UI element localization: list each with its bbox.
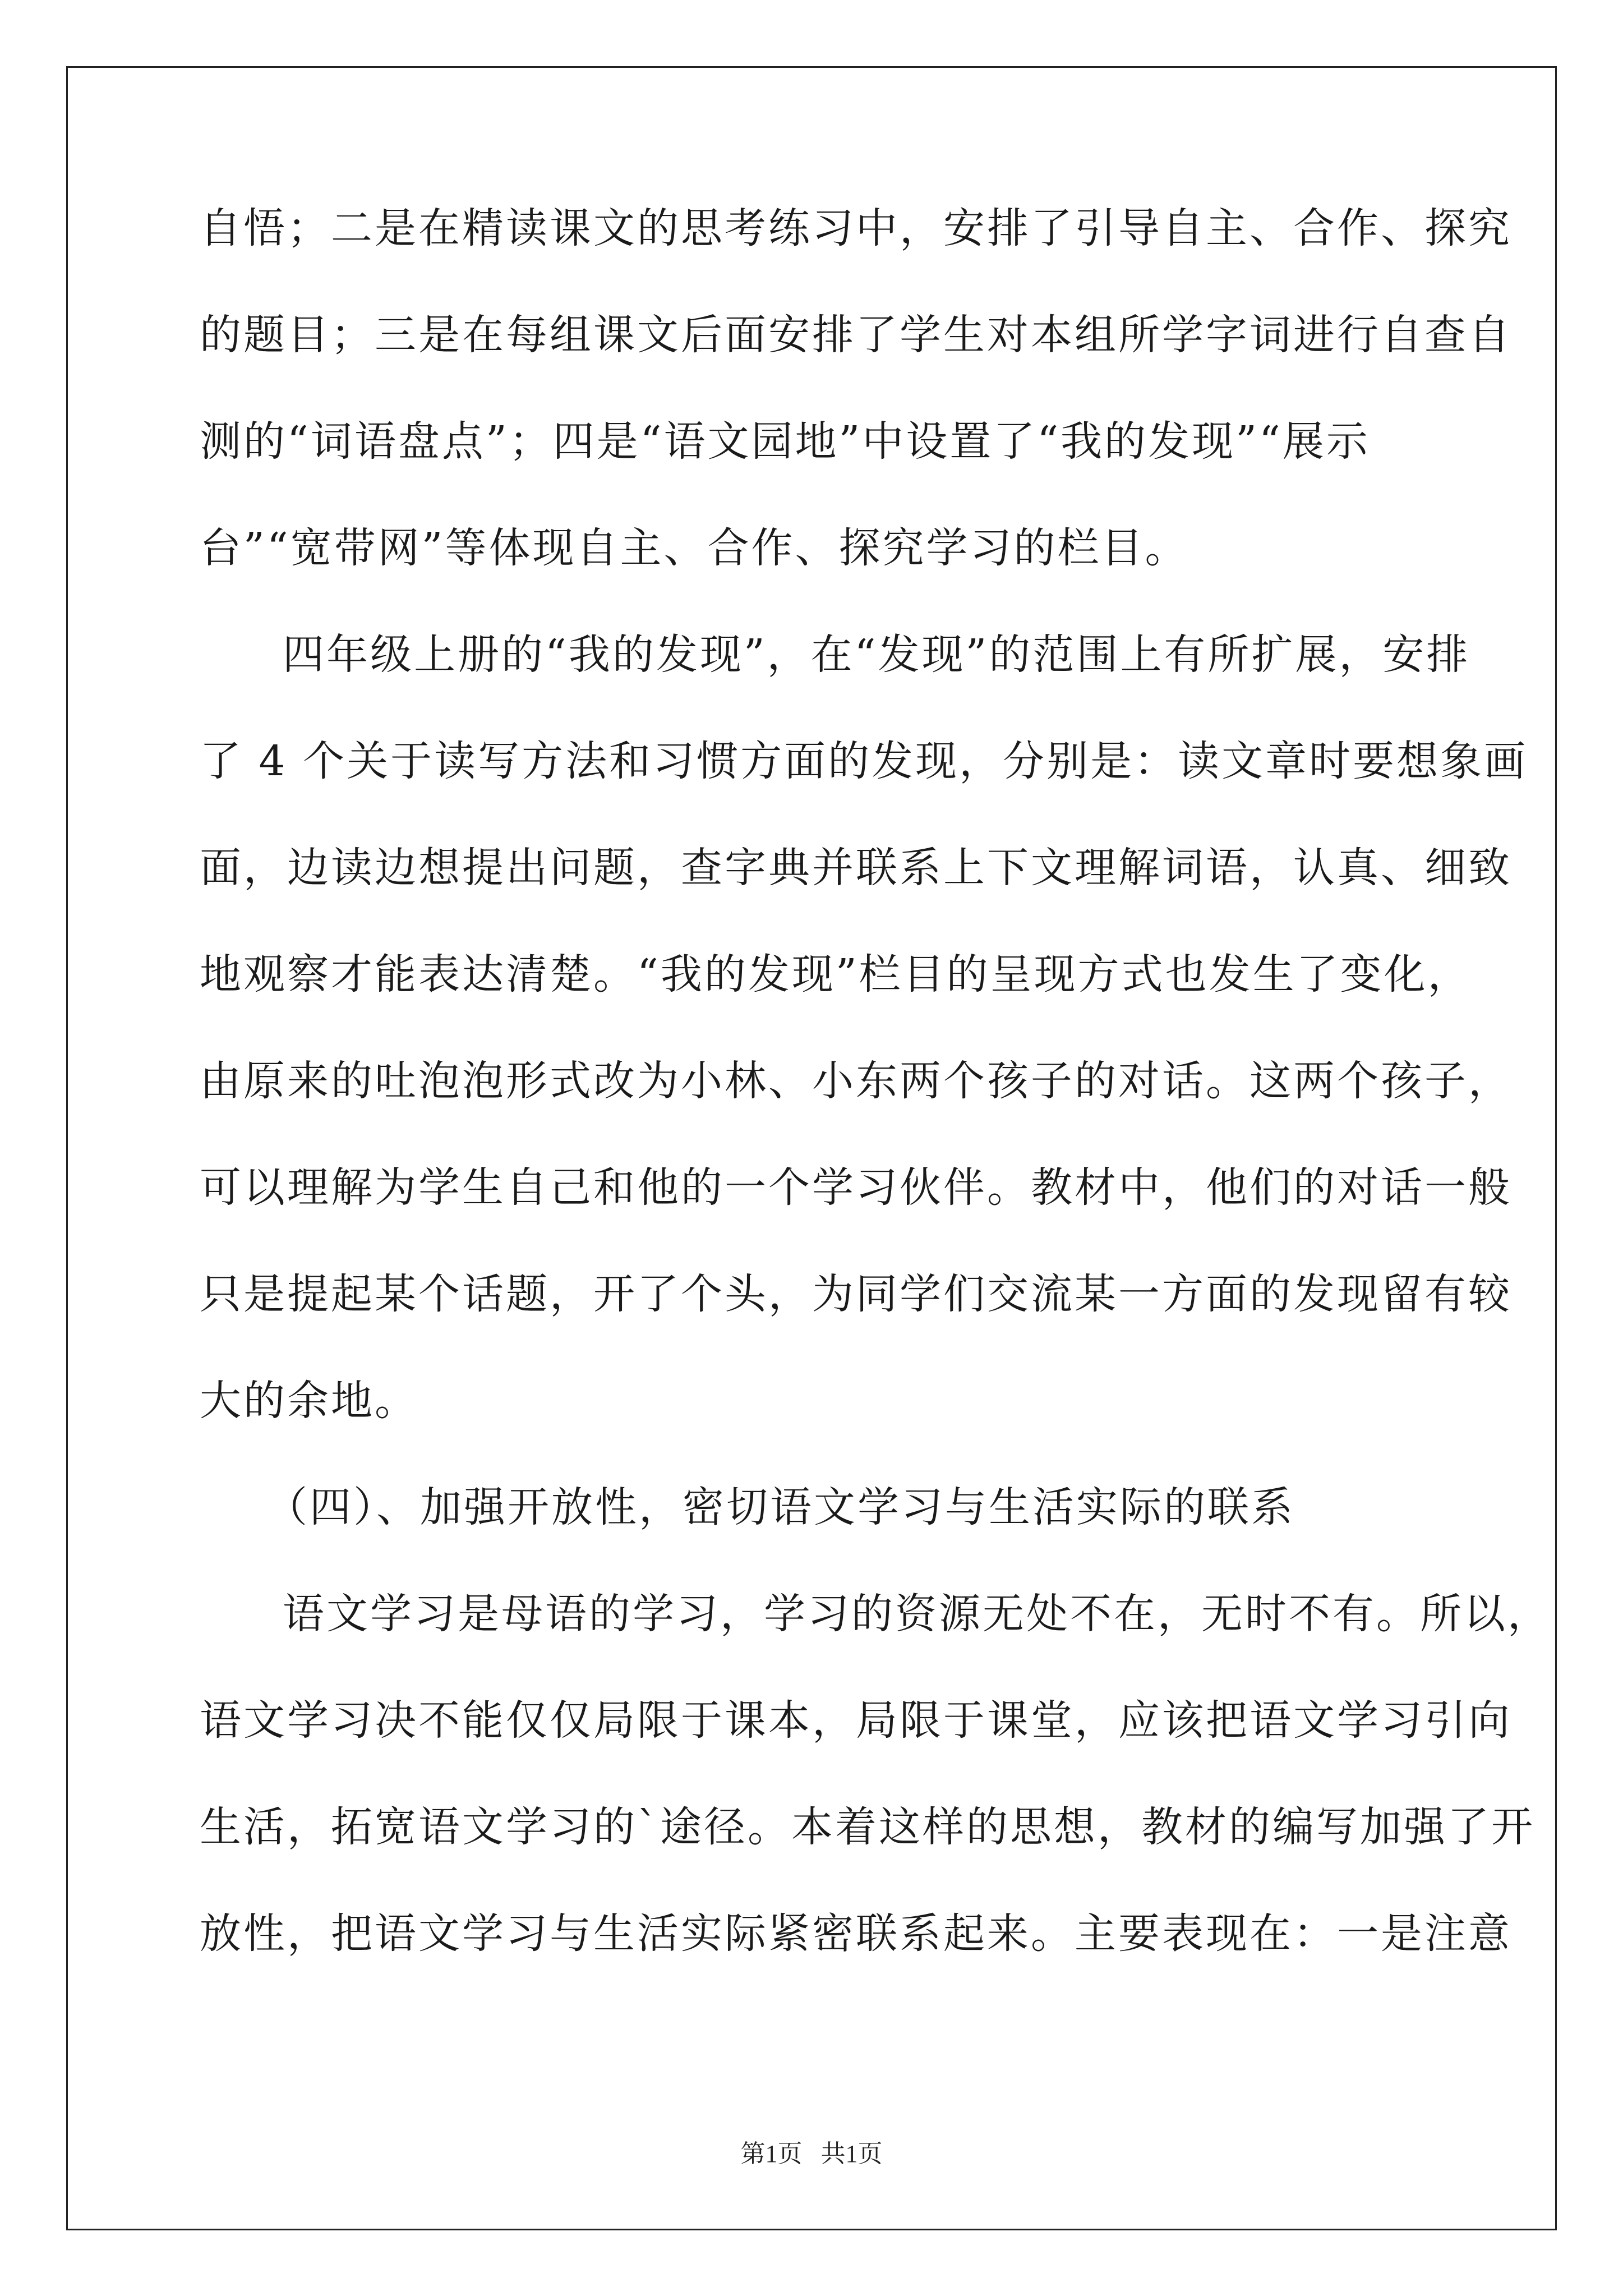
- text-line: 台”“宽带网”等体现自主、合作、探究学习的栏目。: [200, 524, 1189, 572]
- text-line: 了 4 个关于读写方法和习惯方面的发现，分别是：读文章时要想象画: [200, 737, 1528, 785]
- text-line: 的题目；三是在每组课文后面安排了学生对本组所学字词进行自查自: [200, 311, 1512, 359]
- text-line: 可以理解为学生自己和他的一个学习伙伴。教材中，他们的对话一般: [200, 1163, 1512, 1212]
- text-line: 只是提起某个话题，开了个头，为同学们交流某一方面的发现留有较: [200, 1270, 1512, 1318]
- text-line: 由原来的吐泡泡形式改为小林、小东两个孩子的对话。这两个孩子，: [200, 1057, 1512, 1105]
- page-border: [66, 66, 1557, 2230]
- paragraph-start-line: 语文学习是母语的学习，学习的资源无处不在，无时不有。所以，: [283, 1590, 1551, 1638]
- text-line: 大的余地。: [200, 1377, 418, 1425]
- text-line: 地观察才能表达清楚。“我的发现”栏目的呈现方式也发生了变化，: [200, 950, 1472, 999]
- text-line: 测的“词语盘点”；四是“语文园地”中设置了“我的发现”“展示: [200, 417, 1370, 466]
- text-line: 语文学习决不能仅仅局限于课本，局限于课堂，应该把语文学习引向: [200, 1696, 1512, 1745]
- text-line: 面，边读边想提出问题，查字典并联系上下文理解词语，认真、细致: [200, 844, 1512, 892]
- section-heading: （四）、加强开放性，密切语文学习与生活实际的联系: [266, 1483, 1295, 1531]
- text-line: 放性，把语文学习与生活实际紧密联系起来。主要表现在：一是注意: [200, 1910, 1512, 1958]
- text-line: 生活，拓宽语文学习的`途径。本着这样的思想，教材的编写加强了开: [200, 1803, 1535, 1851]
- text-line: 自悟；二是在精读课文的思考练习中，安排了引导自主、合作、探究: [200, 204, 1512, 252]
- page-number-footer: 第1页 共1页: [740, 2140, 883, 2168]
- paragraph-start-line: 四年级上册的“我的发现”，在“发现”的范围上有所扩展，安排: [283, 631, 1470, 679]
